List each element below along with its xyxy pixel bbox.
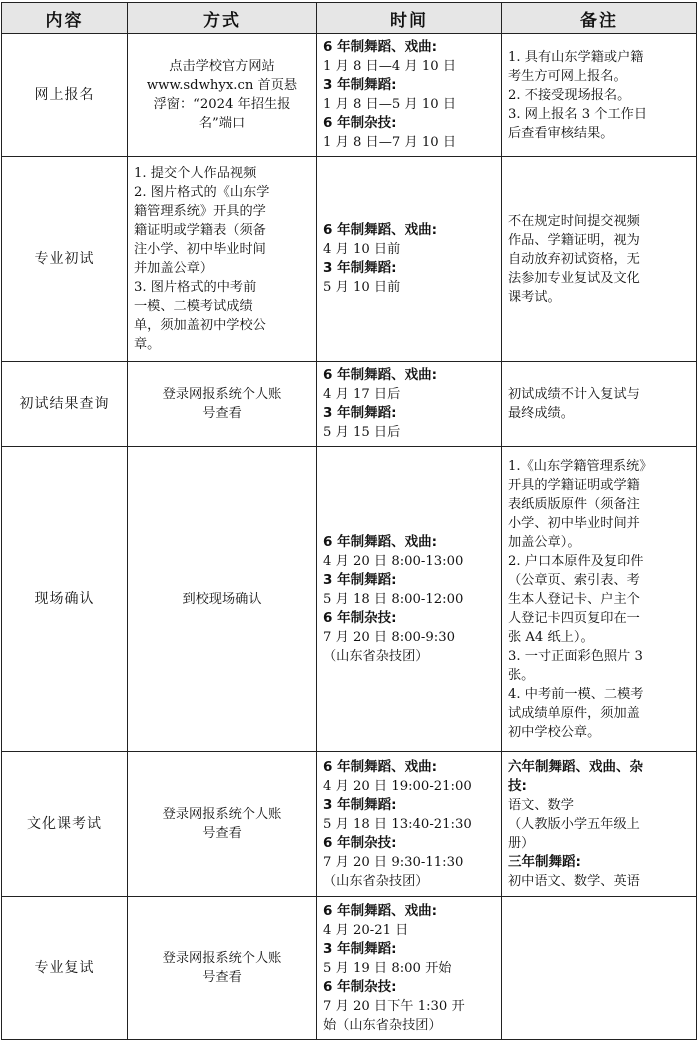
remark-line: 2. 户口本原件及复印件 [508, 553, 644, 569]
time-program-label: 3 年制舞蹈: [323, 571, 397, 588]
method-line: 单，须加盖初中学校公 [134, 318, 266, 333]
time-program-label: 6 年制舞蹈、戏曲: [323, 533, 437, 550]
time-program-label: 6 年制舞蹈、戏曲: [323, 367, 437, 383]
table-body [2, 34, 697, 1040]
method-line: 籍证明或学籍表（须备 [134, 223, 266, 238]
time-value: 4 月 20-21 日 [323, 922, 409, 938]
item-label: 初试结果查询 [19, 395, 110, 412]
item-cell [2, 447, 128, 752]
remark-line: 最终成绩。 [508, 406, 574, 421]
time-value: （山东省杂技团） [323, 873, 429, 889]
time-program-label: 6 年制杂技: [323, 978, 397, 995]
time-value: 1 月 8 日—4 月 10 日 [323, 59, 457, 74]
time-program-label: 6 年制舞蹈、戏曲: [323, 902, 437, 919]
method-line: 并加盖公章） [134, 261, 214, 276]
method-cell [128, 447, 317, 752]
table-row [2, 447, 697, 752]
time-value: （山东省杂技团） [323, 648, 429, 664]
time-value: 4 月 10 日前 [323, 242, 401, 257]
item-cell [2, 157, 128, 362]
time-cell [317, 362, 502, 447]
remark-line: 人登记卡四页复印在一 [508, 610, 640, 626]
method-line: 登录网报系统个人账 [162, 951, 282, 966]
time-cell [317, 752, 502, 897]
time-value: 5 月 18 日 8:00-12:00 [323, 591, 464, 607]
time-value: 4 月 20 日 8:00-13:00 [323, 553, 464, 569]
time-cell [317, 897, 502, 1040]
method-cell [128, 34, 317, 157]
item-cell [2, 362, 128, 447]
time-program-label: 3 年制舞蹈: [323, 940, 397, 957]
method-cell [128, 157, 317, 362]
remark-line: 张 A4 纸上）。 [508, 629, 594, 645]
remarks-cell [502, 752, 697, 897]
time-value: 5 月 18 日 13:40-21:30 [323, 816, 472, 832]
remarks-cell [502, 34, 697, 157]
item-label: 现场确认 [34, 590, 95, 607]
method-line: 登录网报系统个人账 [162, 387, 282, 402]
time-value: 7 月 20 日 8:00-9:30 [323, 629, 455, 645]
time-cell [317, 157, 502, 362]
remark-heading: 六年制舞蹈、戏曲、杂 [508, 758, 643, 775]
time-value: 4 月 20 日 19:00-21:00 [323, 778, 472, 794]
method-line: 名”端口 [198, 116, 246, 131]
remark-line: 作品、学籍证明，视为 [508, 232, 640, 248]
method-line: 一模、二模考试成绩 [134, 299, 253, 314]
header-method: 方式 [128, 3, 317, 34]
time-program-label: 6 年制杂技: [323, 609, 397, 626]
time-value: 1 月 8 日—5 月 10 日 [323, 97, 457, 112]
remarks-cell [502, 157, 697, 362]
method-line: 籍管理系统》开具的学 [134, 204, 266, 219]
item-label: 专业复试 [34, 959, 95, 976]
method-line: 浮窗：“2024 年招生报 [153, 97, 291, 112]
remark-line: 加盖公章）。 [508, 534, 581, 550]
time-program-label: 6 年制舞蹈、戏曲: [323, 758, 437, 775]
remark-line: 试成绩单原件，须加盖 [508, 705, 640, 721]
method-line: 登录网报系统个人账 [162, 807, 282, 822]
time-program-label: 6 年制杂技: [323, 115, 397, 131]
remark-line: 1. 具有山东学籍或户籍 [508, 49, 644, 65]
admission-schedule-table [1, 2, 697, 1040]
remark-line: 张。 [508, 667, 535, 683]
method-cell [128, 897, 317, 1040]
remark-line: 课考试。 [508, 289, 561, 305]
table-row [2, 34, 697, 157]
item-cell [2, 752, 128, 897]
remarks-cell [502, 897, 697, 1040]
method-line: 号查看 [202, 406, 242, 421]
method-line: 1. 提交个人作品视频 [134, 166, 257, 181]
remark-line: 表纸质版原件（须备注 [508, 496, 640, 512]
item-cell [2, 34, 128, 157]
header-row [2, 3, 697, 34]
time-program-label: 3 年制舞蹈: [323, 77, 397, 93]
remark-line: 初中语文、数学、英语 [508, 873, 640, 889]
method-line: 到校现场确认 [182, 591, 262, 607]
method-line: 号查看 [202, 826, 242, 841]
remarks-cell [502, 447, 697, 752]
remark-line: 不在规定时间提交视频 [508, 213, 640, 229]
remark-line: 册） [508, 835, 535, 851]
table-row [2, 752, 697, 897]
time-value: 4 月 17 日后 [323, 387, 401, 402]
method-line: 章。 [134, 337, 161, 352]
time-program-label: 3 年制舞蹈: [323, 405, 397, 421]
table-row [2, 897, 697, 1040]
remark-line: 初试成绩不计入复试与 [508, 387, 640, 402]
time-program-label: 6 年制舞蹈、戏曲: [323, 222, 437, 238]
remark-line: 法参加专业复试及文化 [508, 270, 640, 286]
method-line: 3. 图片格式的中考前 [134, 280, 257, 295]
remark-heading: 三年制舞蹈: [508, 853, 581, 870]
time-program-label: 6 年制舞蹈、戏曲: [323, 39, 437, 55]
remark-line: 3. 一寸正面彩色照片 3 [508, 648, 643, 664]
remark-line: 初中学校公章。 [508, 724, 601, 740]
time-value: 7 月 20 日 9:30-11:30 [323, 854, 464, 870]
remark-line: 生本人登记卡、户主个 [508, 591, 640, 607]
item-label: 文化课考试 [27, 815, 102, 832]
time-program-label: 6 年制杂技: [323, 834, 397, 851]
method-cell [128, 362, 317, 447]
method-line: 号查看 [202, 970, 242, 985]
time-cell [317, 34, 502, 157]
remark-line: 后查看审核结果。 [508, 125, 614, 141]
header-remarks: 备注 [502, 3, 697, 34]
time-value: 始（山东省杂技团） [323, 1017, 442, 1033]
remark-heading: 技: [508, 777, 527, 794]
time-cell [317, 447, 502, 752]
remark-line: 考生方可网上报名。 [508, 68, 627, 84]
remark-line: 1.《山东学籍管理系统》 [508, 458, 653, 474]
remark-line: 4. 中考前一模、二模考 [508, 686, 644, 702]
remark-line: 3. 网上报名 3 个工作日 [508, 106, 648, 122]
remark-line: （人教版小学五年级上 [508, 816, 640, 832]
method-line: 2. 图片格式的《山东学 [134, 185, 270, 200]
method-cell [128, 752, 317, 897]
time-value: 5 月 15 日后 [323, 425, 401, 440]
header-content: 内容 [2, 3, 128, 34]
time-value: 7 月 20 日下午 1:30 开 [323, 998, 465, 1014]
time-program-label: 3 年制舞蹈: [323, 260, 397, 276]
remark-line: 语文、数学 [508, 797, 574, 813]
header-time: 时间 [317, 3, 502, 34]
item-label: 网上报名 [34, 86, 95, 103]
remark-line: 开具的学籍证明或学籍 [508, 477, 640, 493]
method-line: 点击学校官方网站 [169, 59, 275, 74]
time-value: 5 月 19 日 8:00 开始 [323, 960, 452, 976]
item-cell [2, 897, 128, 1040]
remark-line: 2. 不接受现场报名。 [508, 87, 631, 103]
table-row [2, 362, 697, 447]
remark-line: （公章页、索引表、考 [508, 572, 640, 588]
item-label: 专业初试 [34, 250, 95, 267]
time-value: 5 月 10 日前 [323, 280, 401, 295]
table-row [2, 157, 697, 362]
method-line: 注小学、初中毕业时间 [134, 242, 266, 257]
remarks-cell [502, 362, 697, 447]
remark-line: 小学、初中毕业时间并 [508, 515, 640, 531]
remark-line: 自动放弃初试资格，无 [508, 251, 640, 267]
method-line: www.sdwhyx.cn 首页悬 [146, 78, 298, 93]
time-value: 1 月 8 日—7 月 10 日 [323, 135, 457, 150]
time-program-label: 3 年制舞蹈: [323, 796, 397, 813]
